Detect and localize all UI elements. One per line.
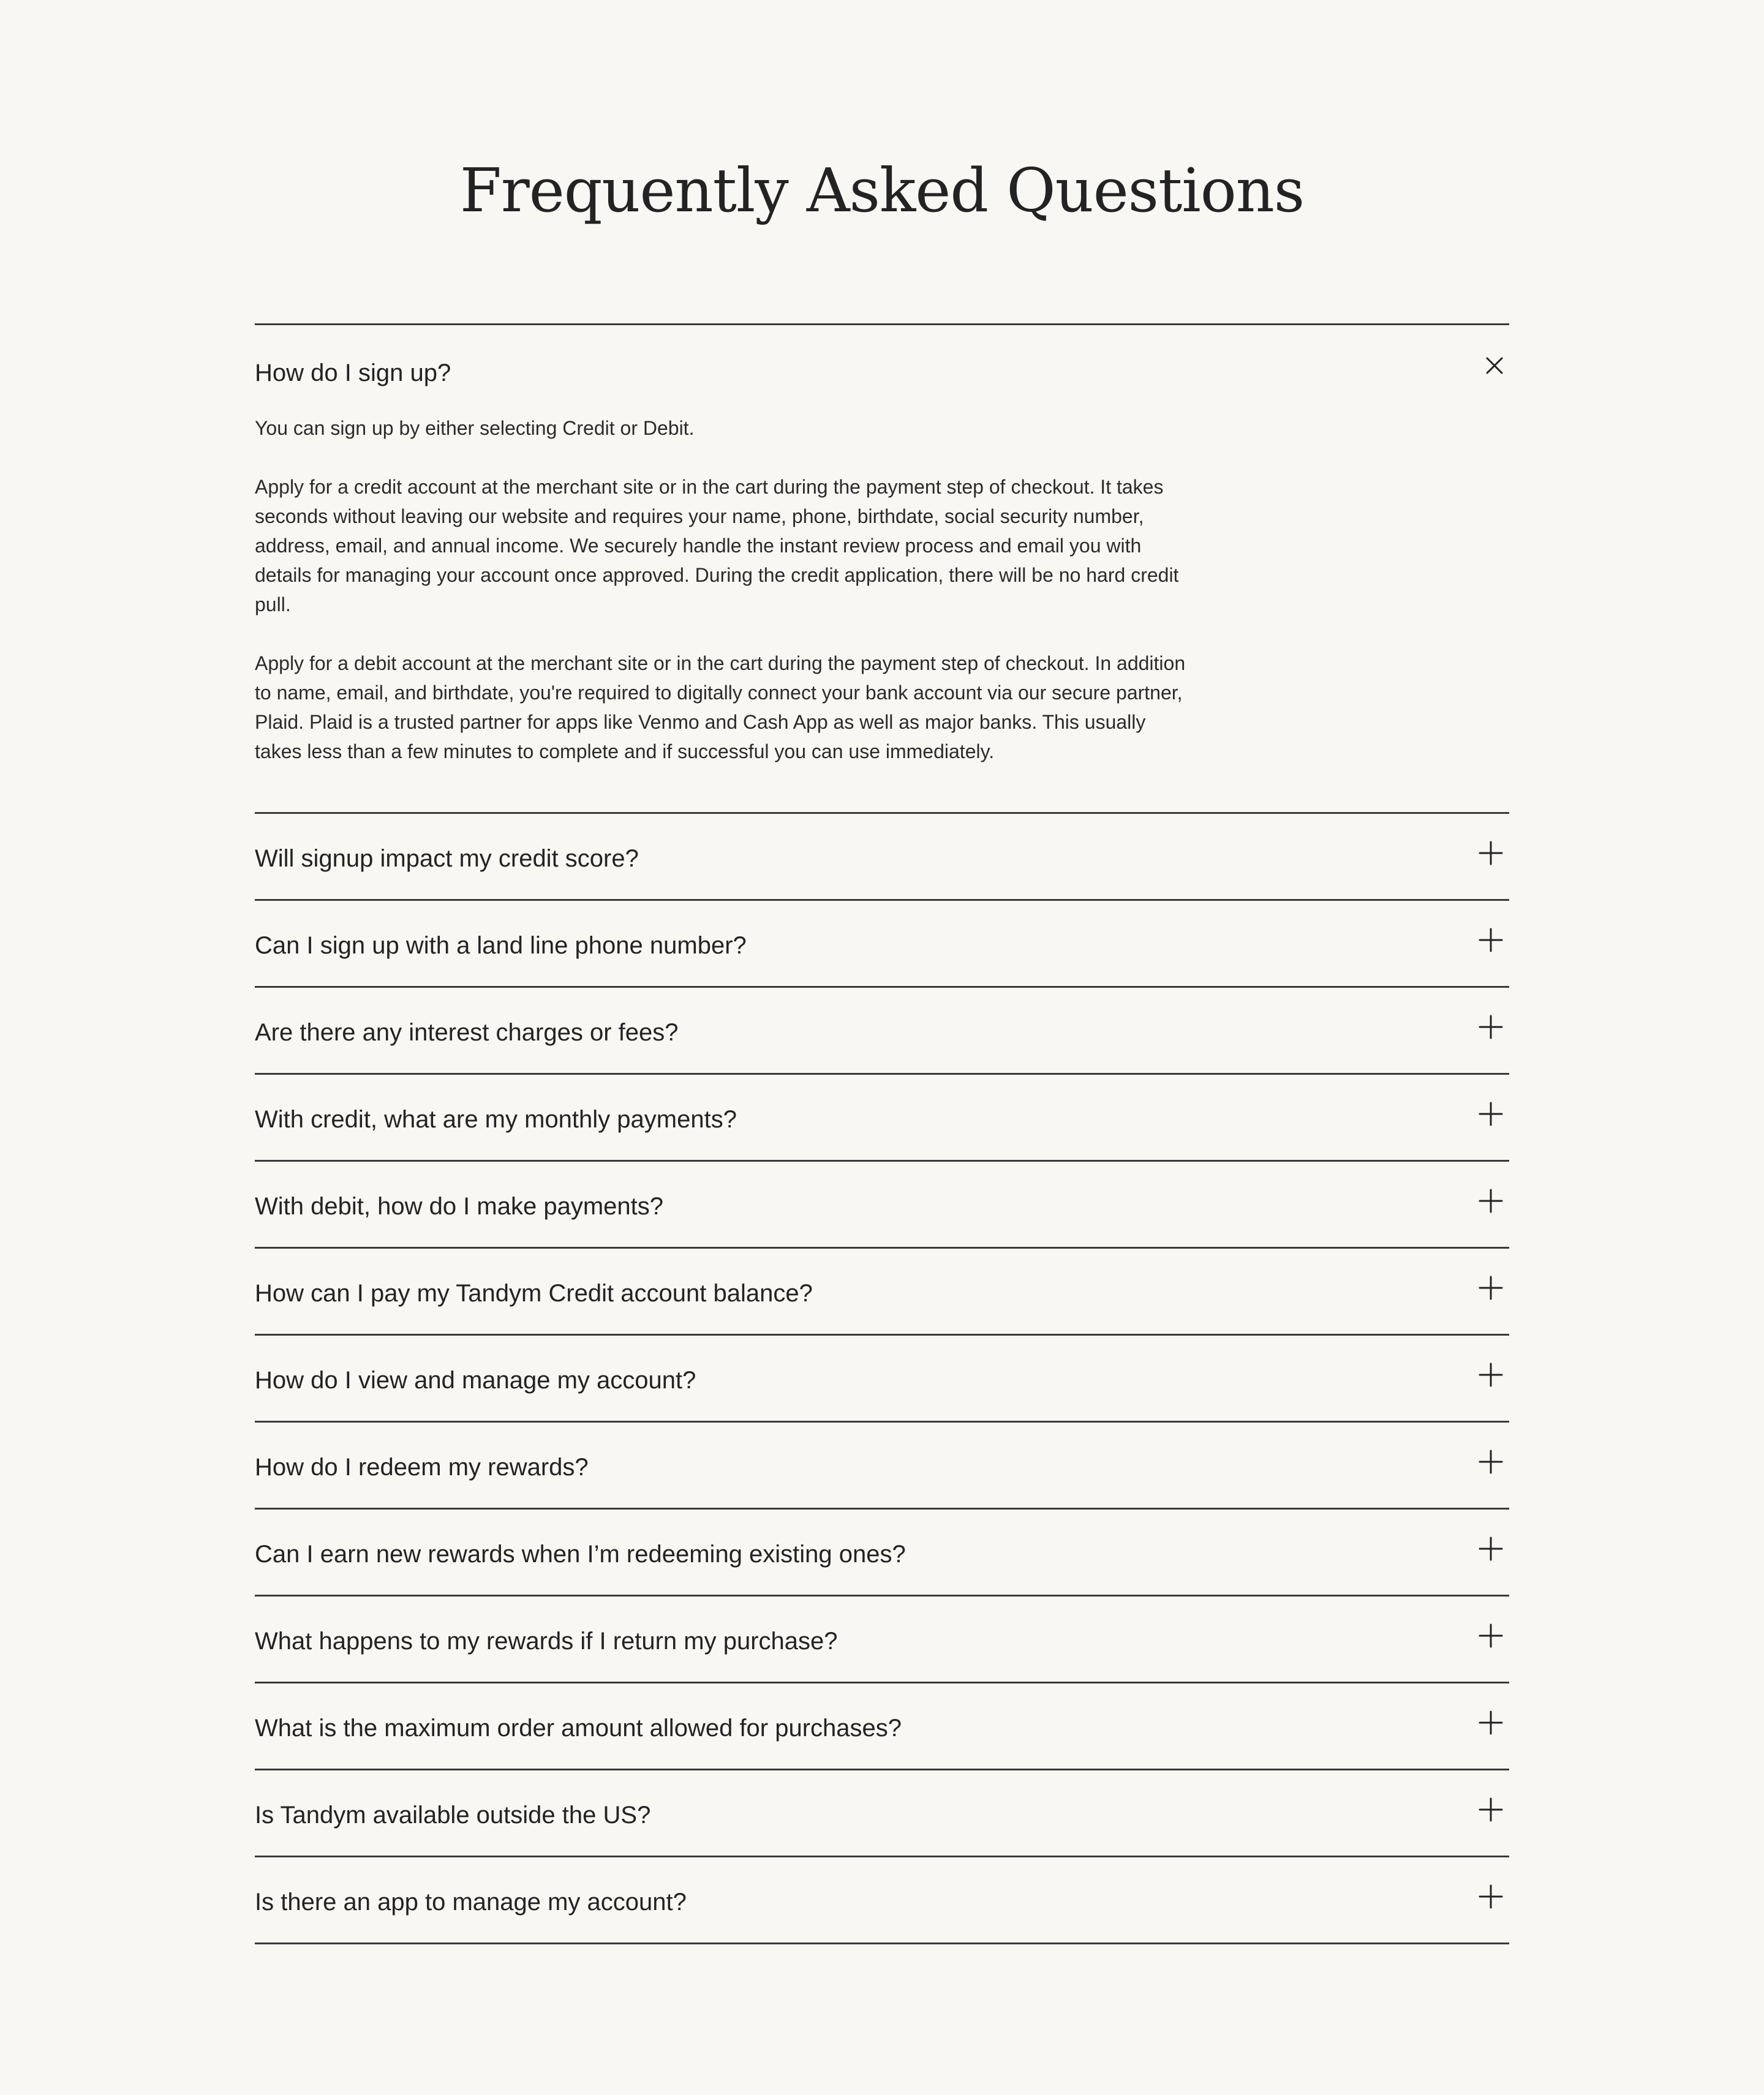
- plus-icon[interactable]: [1476, 925, 1506, 955]
- plus-icon[interactable]: [1476, 1795, 1506, 1824]
- close-icon[interactable]: [1482, 353, 1507, 378]
- faq-question[interactable]: What happens to my rewards if I return my purchase?: [255, 1628, 838, 1655]
- answer-paragraph: Apply for a debit account at the merchant site or in the cart during the payment step of checkout. In addition to name, email, and birthdate, you're required to digitally connect your bank account via our secure partner, Plaid. Plaid is a trusted partner for apps like Venmo and Cash App as well as major banks. This usually takes less than a few minutes to complete and if successful you can use immediately.: [255, 652, 1186, 762]
- faq-question[interactable]: How do I view and manage my account?: [255, 1367, 696, 1394]
- faq-item: [255, 1770, 1509, 1857]
- plus-icon[interactable]: [1476, 1534, 1506, 1563]
- faq-list: [255, 323, 1509, 1944]
- faq-item: [255, 1510, 1509, 1597]
- faq-item: [255, 1336, 1509, 1423]
- faq-item: [255, 988, 1509, 1075]
- plus-icon[interactable]: [1476, 1447, 1506, 1476]
- faq-item: [255, 325, 1509, 814]
- faq-item: [255, 1857, 1509, 1944]
- plus-icon[interactable]: [1476, 1012, 1506, 1042]
- faq-item: [255, 901, 1509, 988]
- faq-question[interactable]: Can I sign up with a land line phone number?: [255, 932, 747, 959]
- faq-question[interactable]: With debit, how do I make payments?: [255, 1193, 663, 1220]
- plus-icon[interactable]: [1476, 1882, 1506, 1911]
- faq-question[interactable]: What is the maximum order amount allowed for purchases?: [255, 1715, 902, 1742]
- faq-item: [255, 1249, 1509, 1336]
- answer-paragraph: You can sign up by either selecting Credit or Debit.: [255, 417, 695, 439]
- faq-item: [255, 1683, 1509, 1770]
- page-title: Frequently Asked Questions: [459, 156, 1305, 226]
- faq-question[interactable]: Are there any interest charges or fees?: [255, 1019, 679, 1046]
- plus-icon[interactable]: [1476, 1099, 1506, 1129]
- faq-question[interactable]: Will signup impact my credit score?: [255, 845, 639, 872]
- faq-item: [255, 1423, 1509, 1510]
- faq-question[interactable]: How do I sign up?: [255, 359, 451, 386]
- plus-icon[interactable]: [1476, 1360, 1506, 1390]
- plus-icon[interactable]: [1476, 1708, 1506, 1737]
- faq-item: [255, 1162, 1509, 1249]
- plus-icon[interactable]: [1476, 1186, 1506, 1216]
- faq-question[interactable]: Can I earn new rewards when I’m redeeming existing ones?: [255, 1541, 906, 1568]
- faq-question[interactable]: How can I pay my Tandym Credit account balance?: [255, 1280, 813, 1307]
- plus-icon[interactable]: [1476, 1621, 1506, 1650]
- faq-question[interactable]: With credit, what are my monthly payments?: [255, 1106, 737, 1133]
- faq-question[interactable]: How do I redeem my rewards?: [255, 1454, 589, 1481]
- answer-paragraph: Apply for a credit account at the merchant site or in the cart during the payment step of checkout. It takes seconds without leaving our website and requires your name, phone, birthdate, social security number, address, email, and annual income. We securely handle the instant review process and email you with details for managing your account once approved. During the credit application, there will be no hard credit pull.: [255, 476, 1179, 615]
- faq-question[interactable]: Is there an app to manage my account?: [255, 1889, 687, 1916]
- faq-question[interactable]: Is Tandym available outside the US?: [255, 1802, 651, 1829]
- faq-answer: [255, 413, 1186, 766]
- faq-item: [255, 1075, 1509, 1162]
- plus-icon[interactable]: [1476, 838, 1506, 868]
- plus-icon[interactable]: [1476, 1273, 1506, 1303]
- faq-item: [255, 814, 1509, 901]
- faq-item: [255, 1597, 1509, 1683]
